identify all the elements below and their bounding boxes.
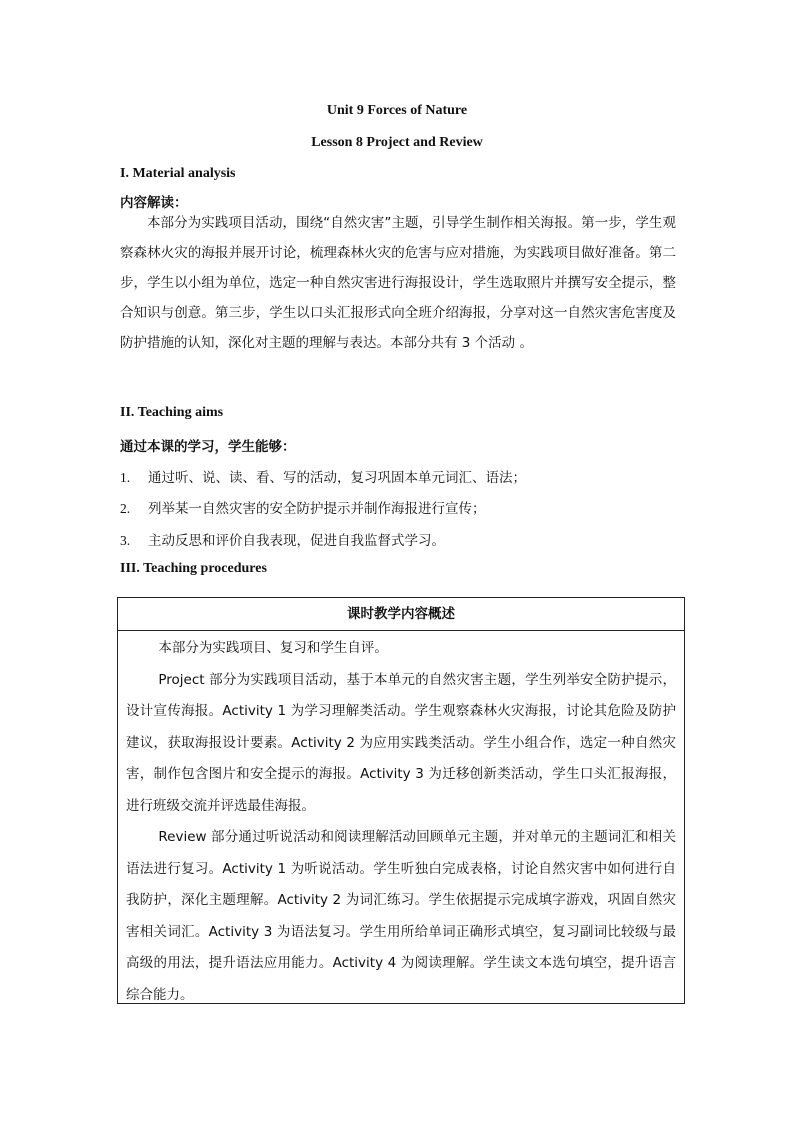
aim-number: 1. (120, 470, 131, 485)
aims-intro-label: 通过本课的学习，学生能够： (120, 439, 296, 455)
aim-text: 通过听、说、读、看、写的活动，复习巩固本单元词汇、语法； (148, 470, 526, 486)
section-heading-material-analysis: I. Material analysis (120, 166, 236, 181)
section-heading-teaching-procedures: III. Teaching procedures (120, 561, 267, 576)
project-paragraph: Project 部分为实践项目活动，基于本单元的自然灾害主题，学生列举安全防护提示，设计宣传海报。Activity 1 为学习理解类活动。学生观察森林火灾海报，讨论其危险及防护建议，获取海报设计要素。Activity 2 为应用实践类活动。学生小组合作，选定一种自然灾害，制作包含图片和安全提示的海报。Activity 3 为迁移创新类活动，学生口头汇报海报，进行班级交流并评选最佳海报。 (126, 671, 676, 814)
overview-paragraph: 本部分为实践项目、复习和学生自评。 (158, 640, 388, 656)
aim-item (120, 497, 486, 517)
review-paragraph: Review 部分通过听说活动和阅读理解活动回顾单元主题，并对单元的主题词汇和相关语法进行复习。Activity 1 为听说活动。学生听独白完成表格，讨论自然灾害中如何进行自我防护，深化主题理解。Activity 2 为词汇练习。学生依据提示完成填字游戏，巩固自然灾害相关词汇。Activity 3 为语法复习。学生用所给单词正确形式填空，复习副词比较级与最高级的用法，提升语法应用能力。Activity 4 为阅读理解。学生读文本选句填空，提升语言综合能力。 (126, 829, 676, 1003)
content-interpretation-label: 内容解读： (120, 195, 188, 211)
aim-item (120, 466, 526, 486)
aim-item (120, 529, 445, 549)
aim-number: 3. (120, 533, 131, 548)
material-analysis-paragraph: 本部分为实践项目活动，围绕“自然灾害”主题，引导学生制作相关海报。第一步，学生观察森林火灾的海报并展开讨论，梳理森林火灾的危害与应对措施，为实践项目做好准备。第二步，学生以小组为单位，选定一种自然灾害进行海报设计，学生选取照片并撰写安全提示，整合知识与创意。第三步，学生以口头汇报形式向全班介绍海报，分享对这一自然灾害危害度及防护措施的认知，深化对主题的理解与表达。本部分共有 3 个活动 。 (120, 215, 676, 351)
lesson-title: Lesson 8 Project and Review (311, 135, 483, 150)
unit-title: Unit 9 Forces of Nature (326, 103, 468, 118)
aim-text: 主动反思和评价自我表现，促进自我监督式学习。 (148, 533, 445, 549)
lesson-overview-table (117, 597, 685, 1004)
aim-number: 2. (120, 501, 131, 516)
aim-text: 列举某一自然灾害的安全防护提示并制作海报进行宣传； (148, 501, 486, 517)
table-body (118, 631, 684, 1011)
table-header: 课时教学内容概述 (118, 598, 684, 631)
section-heading-teaching-aims: II. Teaching aims (120, 405, 224, 420)
